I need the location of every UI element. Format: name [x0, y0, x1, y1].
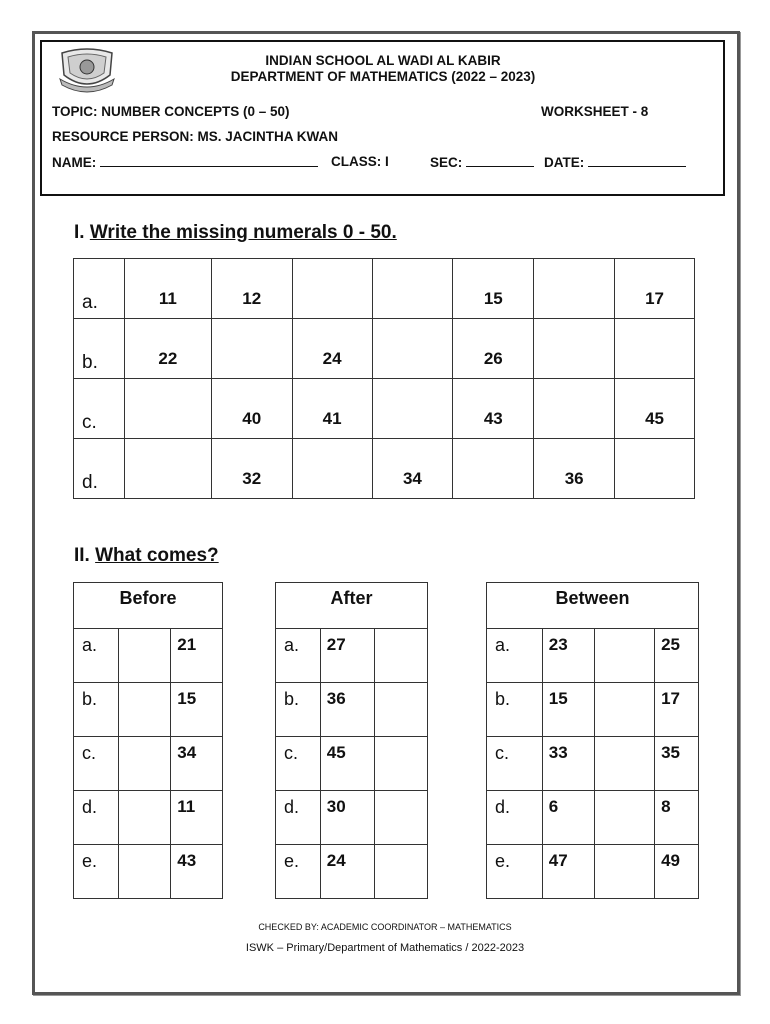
table-row	[74, 629, 223, 683]
numeral-cell: 41	[292, 379, 372, 439]
table-row	[487, 737, 699, 791]
answer-cell[interactable]	[292, 439, 372, 499]
answer-cell[interactable]	[374, 791, 428, 845]
name-label: NAME:	[52, 155, 97, 170]
table-row	[276, 683, 428, 737]
given-number: 45	[320, 737, 374, 791]
given-number: 36	[320, 683, 374, 737]
given-number: 8	[655, 791, 699, 845]
section2-title	[74, 545, 219, 567]
worksheet-number: WORKSHEET - 8	[541, 104, 649, 119]
numeral-cell: 15	[453, 259, 534, 319]
given-number: 49	[655, 845, 699, 899]
missing-numerals-table	[73, 258, 695, 499]
date-label: DATE:	[544, 155, 585, 170]
answer-cell[interactable]	[594, 791, 655, 845]
date-field[interactable]	[544, 154, 686, 170]
section1-heading: Write the missing numerals 0 - 50.	[89, 222, 397, 243]
section1-title	[74, 222, 397, 244]
row-label: d.	[74, 791, 119, 845]
given-number: 43	[171, 845, 223, 899]
row-label: b.	[487, 683, 543, 737]
sec-field[interactable]	[430, 154, 534, 170]
numeral-cell: 17	[615, 259, 695, 319]
numeral-cell: 40	[211, 379, 292, 439]
given-number: 23	[542, 629, 594, 683]
name-field[interactable]	[52, 154, 318, 170]
numeral-cell: 11	[124, 259, 211, 319]
before-table	[73, 582, 223, 899]
row-label: c.	[74, 737, 119, 791]
row-label: c.	[487, 737, 543, 791]
given-number: 30	[320, 791, 374, 845]
numeral-cell: 45	[615, 379, 695, 439]
answer-cell[interactable]	[534, 259, 615, 319]
row-label: a.	[74, 629, 119, 683]
table-row	[74, 259, 695, 319]
answer-cell[interactable]	[292, 259, 372, 319]
answer-cell[interactable]	[211, 319, 292, 379]
answer-cell[interactable]	[118, 629, 170, 683]
section1-number: I.	[74, 222, 85, 243]
row-label: d.	[487, 791, 543, 845]
sec-label: SEC:	[430, 155, 463, 170]
given-number: 11	[171, 791, 223, 845]
numeral-cell: 43	[453, 379, 534, 439]
numeral-cell: 36	[534, 439, 615, 499]
given-number: 21	[171, 629, 223, 683]
answer-cell[interactable]	[372, 259, 453, 319]
row-label: b.	[74, 683, 119, 737]
section2-number: II.	[74, 545, 90, 566]
numeral-cell: 24	[292, 319, 372, 379]
numeral-cell: 26	[453, 319, 534, 379]
answer-cell[interactable]	[594, 845, 655, 899]
given-number: 47	[542, 845, 594, 899]
answer-cell[interactable]	[374, 683, 428, 737]
table-row	[276, 845, 428, 899]
numeral-cell: 32	[211, 439, 292, 499]
before-heading: Before	[74, 583, 223, 629]
row-label: e.	[487, 845, 543, 899]
answer-cell[interactable]	[374, 737, 428, 791]
answer-cell[interactable]	[374, 845, 428, 899]
answer-cell[interactable]	[372, 379, 453, 439]
section2-heading: What comes?	[95, 545, 219, 566]
table-row	[74, 379, 695, 439]
numeral-cell: 34	[372, 439, 453, 499]
answer-cell[interactable]	[124, 379, 211, 439]
between-heading: Between	[487, 583, 699, 629]
answer-cell[interactable]	[594, 737, 655, 791]
row-label: c.	[276, 737, 321, 791]
gap-column	[427, 582, 487, 899]
given-number: 25	[655, 629, 699, 683]
row-label: a.	[74, 259, 125, 319]
table-row	[487, 629, 699, 683]
row-label: a.	[487, 629, 543, 683]
footer-department: ISWK – Primary/Department of Mathematics / 2022-2023	[245, 942, 525, 954]
table-row	[74, 683, 223, 737]
gap-column	[222, 582, 276, 899]
answer-cell[interactable]	[615, 439, 695, 499]
after-table	[275, 582, 428, 899]
given-number: 15	[542, 683, 594, 737]
numeral-cell: 22	[124, 319, 211, 379]
answer-cell[interactable]	[594, 683, 655, 737]
class-label: CLASS: I	[331, 154, 389, 169]
row-label: e.	[276, 845, 321, 899]
answer-cell[interactable]	[118, 845, 170, 899]
after-heading: After	[276, 583, 428, 629]
table-row	[74, 439, 695, 499]
given-number: 6	[542, 791, 594, 845]
row-label: b.	[276, 683, 321, 737]
numeral-cell: 12	[211, 259, 292, 319]
row-label: d.	[74, 439, 125, 499]
table-row	[276, 629, 428, 683]
table-row	[74, 845, 223, 899]
answer-cell[interactable]	[453, 439, 534, 499]
given-number: 34	[171, 737, 223, 791]
given-number: 15	[171, 683, 223, 737]
table-row	[74, 791, 223, 845]
given-number: 24	[320, 845, 374, 899]
table-row	[487, 791, 699, 845]
table-row	[74, 737, 223, 791]
answer-cell[interactable]	[374, 629, 428, 683]
answer-cell[interactable]	[118, 683, 170, 737]
table-row	[276, 791, 428, 845]
answer-cell[interactable]	[124, 439, 211, 499]
given-number: 35	[655, 737, 699, 791]
row-label: e.	[74, 845, 119, 899]
school-name: INDIAN SCHOOL AL WADI AL KABIR	[265, 53, 501, 68]
table-row	[74, 319, 695, 379]
table-row	[487, 683, 699, 737]
sec-blank[interactable]	[466, 154, 534, 167]
answer-cell[interactable]	[118, 791, 170, 845]
answer-cell[interactable]	[118, 737, 170, 791]
row-label: b.	[74, 319, 125, 379]
answer-cell[interactable]	[534, 379, 615, 439]
between-table	[486, 582, 699, 899]
name-blank[interactable]	[100, 154, 318, 167]
date-blank[interactable]	[588, 154, 686, 167]
resource-person: RESOURCE PERSON: MS. JACINTHA KWAN	[52, 129, 339, 144]
topic-line: TOPIC: NUMBER CONCEPTS (0 – 50)	[52, 104, 290, 119]
department-name: DEPARTMENT OF MATHEMATICS (2022 – 2023)	[230, 69, 536, 84]
answer-cell[interactable]	[372, 319, 453, 379]
row-label: d.	[276, 791, 321, 845]
row-label: c.	[74, 379, 125, 439]
answer-cell[interactable]	[534, 319, 615, 379]
row-label: a.	[276, 629, 321, 683]
answer-cell[interactable]	[615, 319, 695, 379]
given-number: 27	[320, 629, 374, 683]
checked-by-note: CHECKED BY: ACADEMIC COORDINATOR – MATHEMATICS	[258, 922, 512, 932]
given-number: 17	[655, 683, 699, 737]
answer-cell[interactable]	[594, 629, 655, 683]
given-number: 33	[542, 737, 594, 791]
table-row	[276, 737, 428, 791]
table-row	[487, 845, 699, 899]
